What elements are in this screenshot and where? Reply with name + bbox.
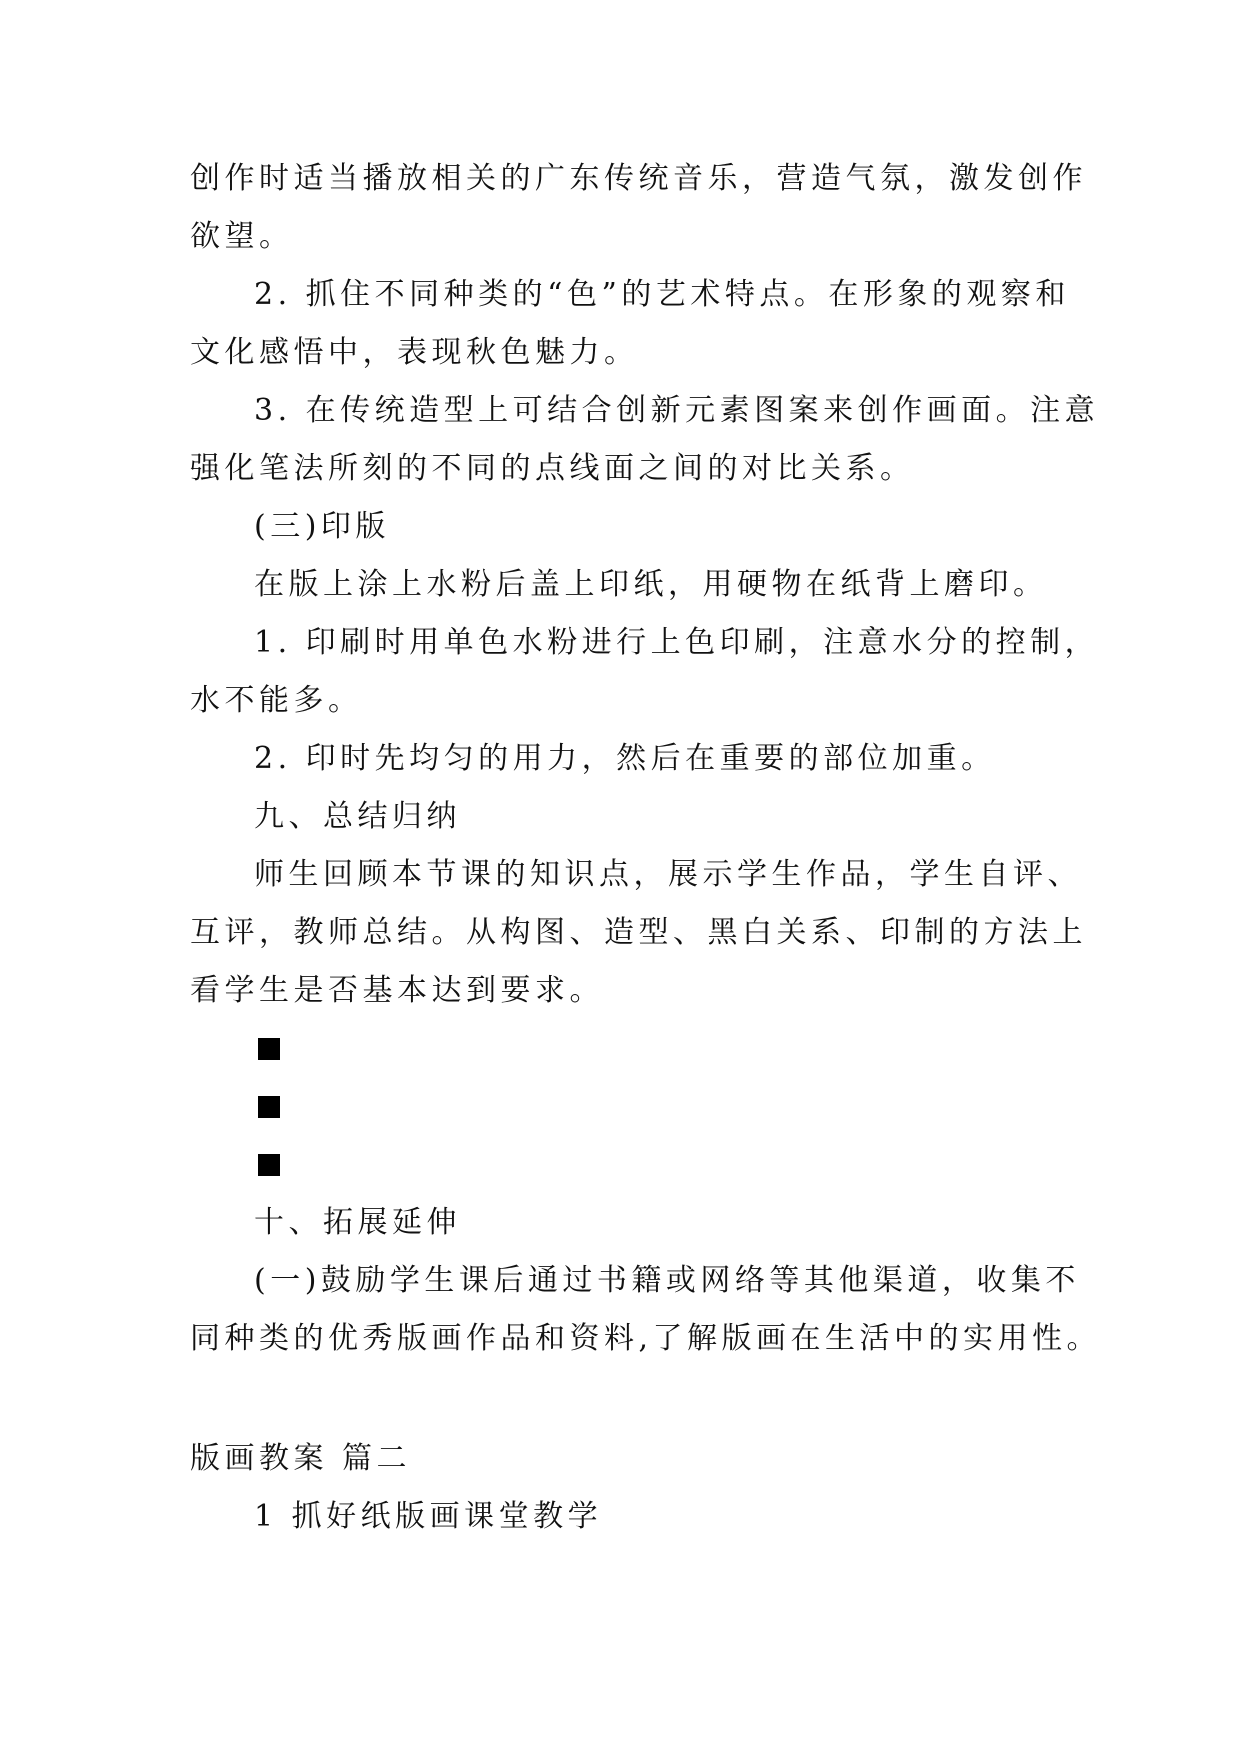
paragraph-line: 在版上涂上水粉后盖上印纸，用硬物在纸背上磨印。 bbox=[254, 567, 1048, 602]
black-square-marker bbox=[190, 1020, 1050, 1078]
square-icon bbox=[258, 1038, 280, 1060]
section-heading-print: (三)印版 bbox=[254, 509, 390, 544]
section-heading-extension: 十、拓展延伸 bbox=[254, 1205, 461, 1240]
list-item-2: 2. 印时先均匀的用力，然后在重要的部位加重。 bbox=[254, 741, 996, 776]
subsection-heading: 1 抓好纸版画课堂教学 bbox=[254, 1499, 603, 1534]
paragraph-line: 创作时适当播放相关的广东传统音乐，营造气氛，激发创作 bbox=[190, 161, 1087, 196]
paragraph-line: 同种类的优秀版画作品和资料,了解版画在生活中的实用性。 bbox=[190, 1321, 1102, 1356]
square-icon bbox=[258, 1154, 280, 1176]
document-section-title: 版画教案 篇二 bbox=[190, 1441, 412, 1476]
square-icon bbox=[258, 1096, 280, 1118]
paragraph-line: (一)鼓励学生课后通过书籍或网络等其他渠道，收集不 bbox=[254, 1263, 1080, 1298]
black-square-marker bbox=[190, 1136, 1050, 1194]
document-body bbox=[190, 150, 1102, 1546]
black-square-marker bbox=[190, 1078, 1050, 1136]
section-heading-summary: 九、总结归纳 bbox=[254, 799, 461, 834]
paragraph-line: 文化感悟中，表现秋色魅力。 bbox=[190, 335, 639, 370]
paragraph-line: 强化笔法所刻的不同的点线面之间的对比关系。 bbox=[190, 451, 915, 486]
paragraph-line: 欲望。 bbox=[190, 219, 294, 254]
paragraph-line: 看学生是否基本达到要求。 bbox=[190, 973, 604, 1008]
list-item-2: 2. 抓住不同种类的“色”的艺术特点。在形象的观察和 bbox=[254, 277, 1070, 312]
section-gap bbox=[190, 1368, 1050, 1430]
paragraph-line: 师生回顾本节课的知识点，展示学生作品，学生自评、 bbox=[254, 857, 1082, 892]
list-item-1: 1. 印刷时用单色水粉进行上色印刷，注意水分的控制， bbox=[254, 625, 1100, 660]
list-item-3: 3. 在传统造型上可结合创新元素图案来创作画面。注意 bbox=[254, 393, 1100, 428]
paragraph-line: 互评，教师总结。从构图、造型、黑白关系、印制的方法上 bbox=[190, 915, 1087, 950]
paragraph-line: 水不能多。 bbox=[190, 683, 363, 718]
